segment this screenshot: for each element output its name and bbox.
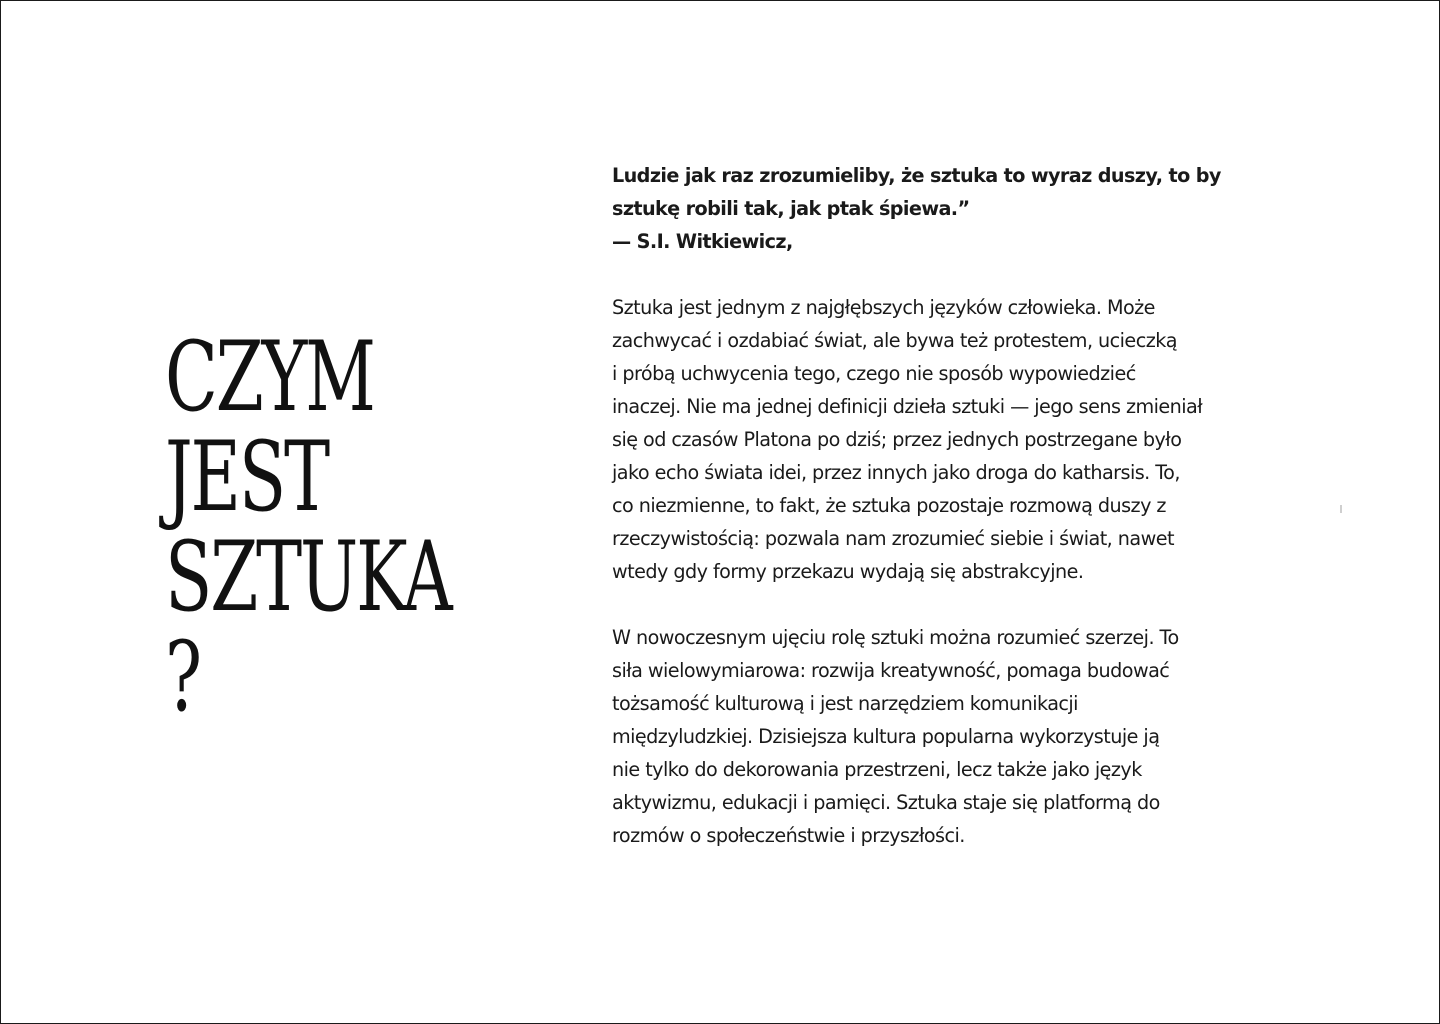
paragraph-line: rzeczywistością: pozwala nam zrozumieć siebie i świat, nawet [612,527,1174,550]
paragraph-line: nie tylko do dekorowania przestrzeni, lecz także jako język [612,758,1142,781]
title-line: SZTUKA [165,521,451,633]
paragraph-line: jako echo świata idei, przez innych jako droga do katharsis. To, [612,461,1180,484]
paragraph-line: się od czasów Platona po dziś; przez jednych postrzegane było [612,428,1182,451]
paragraph-line: Sztuka jest jednym z najgłębszych języków człowieka. Może [612,296,1155,319]
quote-line: sztukę robili tak, jak ptak śpiewa.” [612,197,970,220]
scroll-marker [1340,505,1342,513]
title-line: CZYM [165,321,374,433]
title-line: JEST [165,421,328,533]
paragraph-line: tożsamość kulturową i jest narzędziem komunikacji [612,692,1078,715]
quote-author: — S.I. Witkiewicz, [612,230,793,253]
quote-line: Ludzie jak raz zrozumieliby, że sztuka to wyraz duszy, to by [612,164,1221,187]
paragraph-line: wtedy gdy formy przekazu wydają się abstrakcyjne. [612,560,1084,583]
article-body [612,159,1252,852]
page-title [165,321,451,733]
quote-block [612,159,1252,258]
paragraph-line: aktywizmu, edukacji i pamięci. Sztuka staje się platformą do [612,791,1160,814]
paragraph-line: rozmów o społeczeństwie i przyszłości. [612,824,965,847]
paragraph-line: międzyludzkiej. Dzisiejsza kultura popularna wykorzystuje ją [612,725,1160,748]
paragraph-line: siła wielowymiarowa: rozwija kreatywność, pomaga budować [612,659,1170,682]
paragraph-line: zachwycać i ozdabiać świat, ale bywa też protestem, ucieczką [612,329,1177,352]
paragraph-line: inaczej. Nie ma jednej definicji dzieła sztuki — jego sens zmieniał [612,395,1203,418]
paragraph-line: i próbą uchwycenia tego, czego nie sposób wypowiedzieć [612,362,1136,385]
title-question-mark: ? [165,621,200,733]
paragraph-1 [612,291,1252,588]
paragraph-line: co niezmienne, to fakt, że sztuka pozostaje rozmową duszy z [612,494,1166,517]
paragraph-2 [612,621,1252,852]
paragraph-line: W nowoczesnym ujęciu rolę sztuki można rozumieć szerzej. To [612,626,1179,649]
